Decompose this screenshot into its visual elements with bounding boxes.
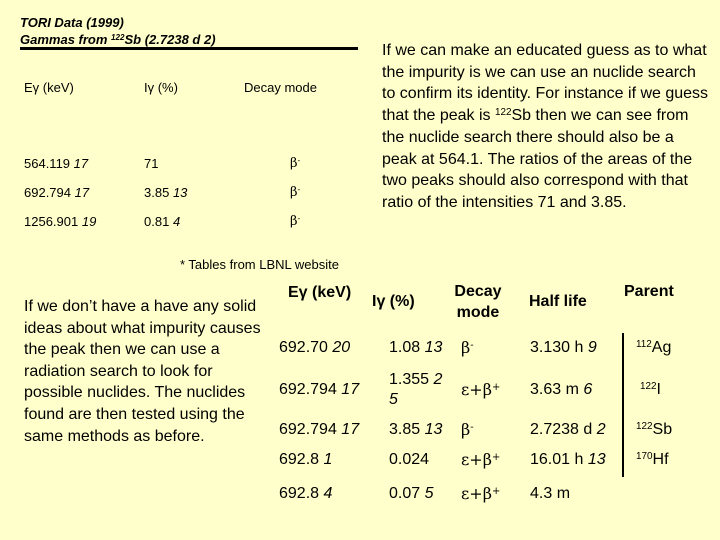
t1-row-1-decay: β- (290, 184, 301, 200)
t2-row-0-intensity: 1.08 13 (389, 339, 443, 356)
title-line-1: TORI Data (1999) (20, 15, 124, 30)
t2-row-4-energy: 692.8 4 (279, 485, 333, 502)
t2-row-3-parent: $^{170}$Hf (636, 451, 669, 468)
t2-header-half-life: Half life (529, 293, 587, 310)
t1-row-0-decay: β- (290, 155, 301, 171)
t2-row-4-decay: ε+β+ (461, 484, 501, 503)
t2-row-0-half-life: 3.130 h 9 (530, 339, 597, 356)
t2-header-energy: Eγ (keV) (288, 284, 352, 301)
title-line-2: Gammas from $^{122}$Sb (2.7238 d 2) (20, 32, 216, 47)
t2-row-3-decay: ε+β+ (461, 450, 501, 469)
paragraph-radiation-search: If we don’t have a have any solid ideas about what impurity causes the peak then we can use a radiation search to look for possible nuclides. The nuclides found are then tested using the same methods as before. (24, 298, 261, 445)
t1-header-energy: Eγ (keV) (24, 80, 74, 95)
t1-row-1-energy: 692.794 17 (24, 185, 90, 200)
t2-row-4-intensity: 0.07 5 (389, 485, 434, 502)
t1-header-intensity: Iγ (%) (144, 80, 178, 95)
t2-row-2-energy: 692.794 17 (279, 421, 360, 438)
t2-header-intensity: Iγ (%) (372, 293, 415, 310)
t2-row-2-decay: β- (461, 420, 474, 439)
paragraph-educated-guess: If we can make an educated guess as to what the impurity is we can use an nuclide search to confirm its identity. For instance if we guess that the peak is $^{122}$Sb then we can see from the nuclide search there should also be a peak at 564.1. The ratios of the areas of the two peaks should also correspond with that ratio of the intensities 71 and 3.85. (382, 42, 709, 211)
t1-row-0-intensity: 71 (144, 156, 159, 171)
t2-row-1-energy: 692.794 17 (279, 381, 360, 398)
data-source-title (20, 14, 216, 48)
footnote: * Tables from LBNL website (180, 257, 339, 272)
t2-row-1-parent: $^{122}$I (640, 381, 661, 398)
t2-row-2-intensity: 3.85 13 (389, 421, 443, 438)
t2-row-1-decay: ε+β+ (461, 380, 501, 399)
t1-row-0-energy: 564.119 17 (24, 156, 89, 171)
t1-row-2-energy: 1256.901 19 (24, 214, 97, 229)
t2-parent-divider (622, 333, 624, 477)
t2-row-3-half-life: 16.01 h 13 (530, 451, 606, 468)
t2-row-0-decay: β- (461, 338, 474, 357)
t1-row-1-intensity: 3.85 13 (144, 185, 188, 200)
t2-header-parent: Parent (624, 283, 674, 300)
t2-row-0-energy: 692.70 20 (279, 339, 351, 356)
t2-row-3-intensity: 0.024 (389, 451, 430, 468)
t2-row-4-half-life: 4.3 m (530, 485, 571, 502)
t1-header-decay-mode: Decay mode (244, 80, 317, 95)
t2-row-0-parent: $^{112}$Ag (636, 339, 672, 356)
t2-row-2-parent: $^{122}$Sb (636, 421, 673, 438)
t2-header-decay-mode: Decay mode (454, 283, 502, 321)
t2-row-1-intensity: 1.355 2 5 (389, 371, 443, 408)
t2-row-1-half-life: 3.63 m 6 (530, 381, 593, 398)
t1-row-2-intensity: 0.81 4 (144, 214, 181, 229)
t1-row-2-decay: β- (290, 213, 301, 229)
t2-row-3-energy: 692.8 1 (279, 451, 333, 468)
t2-row-2-half-life: 2.7238 d 2 (530, 421, 606, 438)
header-rule (20, 47, 358, 50)
